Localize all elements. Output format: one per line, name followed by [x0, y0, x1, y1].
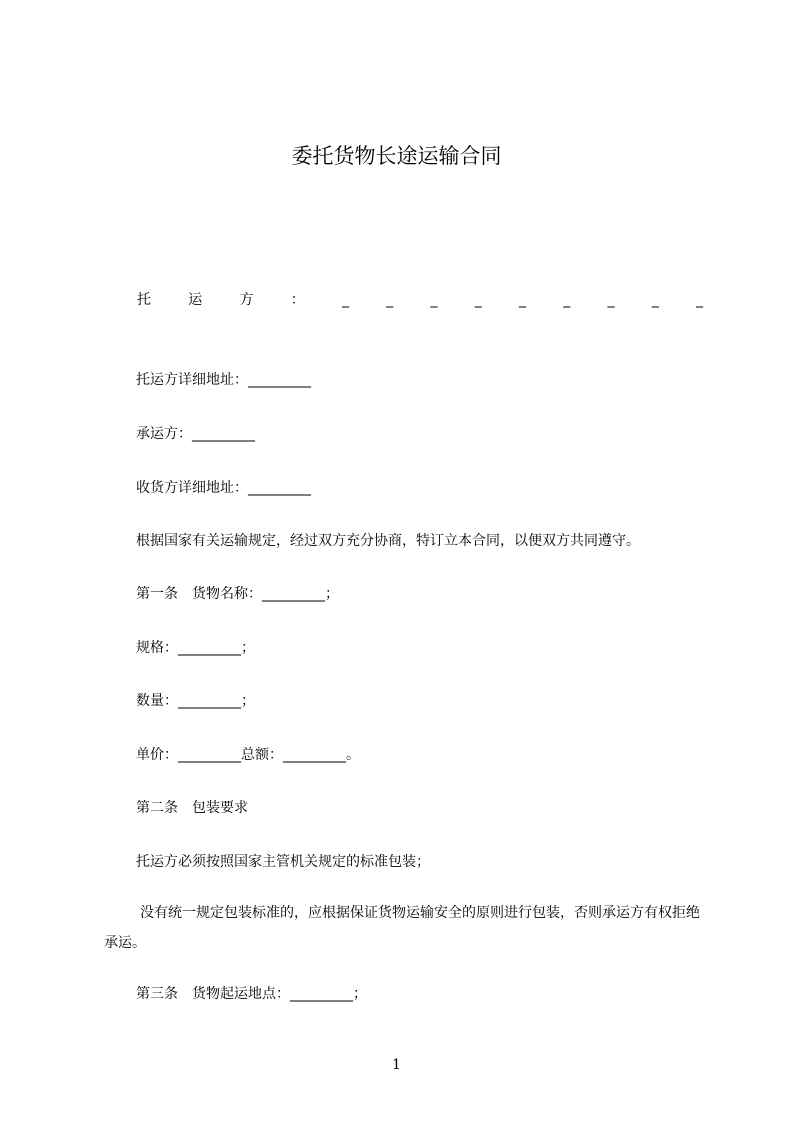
shipper-char: 运	[188, 292, 203, 308]
document-title: 委托货物长途运输合同	[291, 144, 502, 168]
quantity-line: 数量：_________；	[136, 693, 255, 709]
article-2-heading: 第二条 包装要求	[136, 800, 248, 816]
shipper-char: ：	[290, 292, 305, 308]
shipper-line	[137, 289, 703, 311]
price-total-line: 单价：_________总额：_________。	[136, 747, 360, 763]
blank-segment: _	[474, 292, 482, 308]
blank-segment: _	[342, 292, 349, 308]
blank-segment: _	[651, 292, 659, 308]
spec-line: 规格：_________；	[136, 640, 255, 656]
blank-segment: _	[386, 292, 394, 308]
article-3-origin: 第三条 货物起运地点：_________；	[136, 986, 367, 1002]
blank-segment: _	[430, 292, 438, 308]
page-number: 1	[392, 1057, 401, 1073]
consignee-address-line: 收货方详细地址：_________	[136, 480, 311, 496]
blank-segment: _	[563, 292, 571, 308]
shipper-char: 方	[239, 292, 254, 308]
intro-paragraph: 根据国家有关运输规定，经过双方充分协商，特订立本合同，以便双方共同遵守。	[136, 533, 640, 549]
shipper-address-line: 托运方详细地址：_________	[136, 372, 311, 388]
blank-segment: _	[696, 292, 703, 308]
shipper-char: 托	[137, 292, 151, 308]
packaging-rule-line: 托运方必须按照国家主管机关规定的标准包装；	[136, 854, 430, 870]
blank-segment: _	[607, 292, 615, 308]
blank-segment: _	[519, 292, 526, 308]
carrier-line: 承运方：_________	[136, 426, 255, 442]
article-1-goods-name: 第一条 货物名称：_________；	[136, 586, 339, 602]
packaging-paragraph: 没有统一规定包装标准的，应根据保证货物运输安全的原则进行包装，否则承运方有权拒绝承运。	[104, 905, 700, 951]
